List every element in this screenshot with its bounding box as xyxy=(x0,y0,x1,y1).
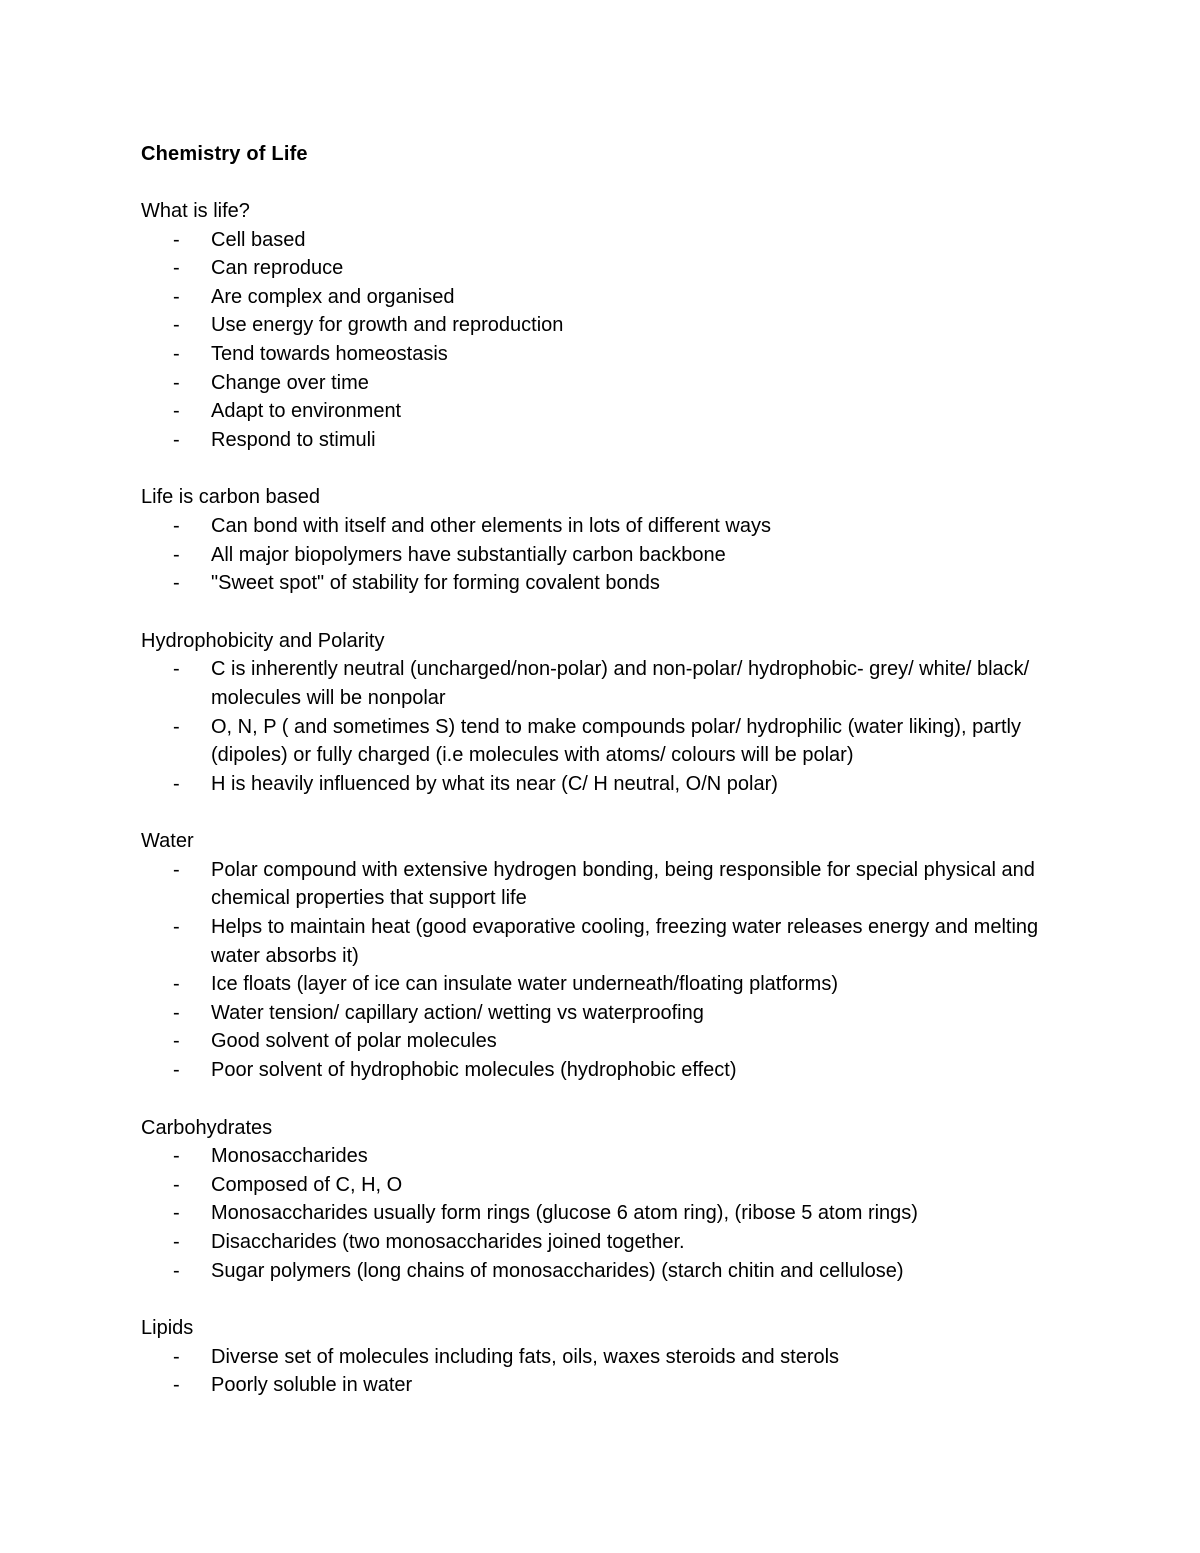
list-item-text: Helps to maintain heat (good evaporative cooling, freezing water releases energy and melting water absorbs it) xyxy=(211,916,1039,967)
list-item xyxy=(141,713,1071,770)
list-item-text: Can reproduce xyxy=(211,257,344,280)
section xyxy=(141,1114,1071,1286)
dash-bullet-icon: - xyxy=(173,1202,180,1225)
section-heading: Carbohydrates xyxy=(141,1116,273,1139)
list-item-text: Cell based xyxy=(211,228,306,251)
list-item xyxy=(141,655,1071,712)
dash-bullet-icon: - xyxy=(173,1374,180,1397)
bullet-list xyxy=(141,226,1071,455)
document-page xyxy=(141,140,1071,1429)
list-item-text: C is inherently neutral (uncharged/non-polar) and non-polar/ hydrophobic- grey/ white/ black/ molecules will be nonpolar xyxy=(211,658,1030,709)
list-item-text: "Sweet spot" of stability for forming covalent bonds xyxy=(211,572,660,595)
section xyxy=(141,627,1071,799)
list-item xyxy=(141,856,1071,913)
dash-bullet-icon: - xyxy=(173,973,180,996)
dash-bullet-icon: - xyxy=(173,658,180,681)
list-item xyxy=(141,311,1071,340)
dash-bullet-icon: - xyxy=(173,1059,180,1082)
dash-bullet-icon: - xyxy=(173,715,180,738)
list-item xyxy=(141,1343,1071,1372)
section-heading: Water xyxy=(141,830,194,853)
dash-bullet-icon: - xyxy=(173,572,180,595)
section-heading: Hydrophobicity and Polarity xyxy=(141,629,385,652)
list-item-text: Respond to stimuli xyxy=(211,428,376,451)
list-item-text: Disaccharides (two monosaccharides joined together. xyxy=(211,1231,685,1253)
dash-bullet-icon: - xyxy=(173,1001,180,1024)
list-item xyxy=(141,1171,1071,1200)
dash-bullet-icon: - xyxy=(173,371,180,394)
list-item xyxy=(141,1142,1071,1171)
list-item xyxy=(141,970,1071,999)
list-item xyxy=(141,569,1071,598)
dash-bullet-icon: - xyxy=(173,1231,180,1253)
dash-bullet-icon: - xyxy=(173,772,180,795)
list-item-text: Diverse set of molecules including fats, oils, waxes steroids and sterols xyxy=(211,1345,840,1368)
dash-bullet-icon: - xyxy=(173,342,180,365)
dash-bullet-icon: - xyxy=(173,228,180,251)
list-item-text: Monosaccharides xyxy=(211,1145,368,1168)
list-item-text: Good solvent of polar molecules xyxy=(211,1030,497,1053)
list-item xyxy=(141,1228,1071,1257)
list-item xyxy=(141,512,1071,541)
list-item xyxy=(141,340,1071,369)
bullet-list xyxy=(141,1142,1071,1285)
bullet-list xyxy=(141,856,1071,1085)
list-item-text: All major biopolymers have substantially carbon backbone xyxy=(211,543,726,566)
dash-bullet-icon: - xyxy=(173,858,180,881)
dash-bullet-icon: - xyxy=(173,314,180,337)
section xyxy=(141,827,1071,1084)
dash-bullet-icon: - xyxy=(173,916,180,939)
list-item xyxy=(141,369,1071,398)
list-item xyxy=(141,426,1071,455)
bullet-list xyxy=(141,1343,1071,1400)
list-item-text: O, N, P ( and sometimes S) tend to make compounds polar/ hydrophilic (water liking), partly (dipoles) or fully charged (i.e molecules with atoms/ colours will be polar) xyxy=(211,715,1021,767)
list-item-text: Tend towards homeostasis xyxy=(211,342,448,365)
list-item xyxy=(141,1199,1071,1228)
list-item xyxy=(141,254,1071,283)
dash-bullet-icon: - xyxy=(173,1145,180,1168)
list-item xyxy=(141,1056,1071,1085)
dash-bullet-icon: - xyxy=(173,1030,180,1053)
dash-bullet-icon: - xyxy=(173,514,180,537)
dash-bullet-icon: - xyxy=(173,285,180,308)
dash-bullet-icon: - xyxy=(173,257,180,280)
list-item-text: Composed of C, H, O xyxy=(211,1173,403,1196)
list-item-text: Change over time xyxy=(211,371,369,394)
list-item xyxy=(141,913,1071,970)
list-item-text: Poor solvent of hydrophobic molecules (hydrophobic effect) xyxy=(211,1059,737,1082)
dash-bullet-icon: - xyxy=(173,1173,180,1196)
list-item xyxy=(141,283,1071,312)
list-item-text: Adapt to environment xyxy=(211,400,402,423)
bullet-list xyxy=(141,512,1071,598)
bullet-list xyxy=(141,655,1071,798)
list-item-text: Monosaccharides usually form rings (glucose 6 atom ring), (ribose 5 atom rings) xyxy=(211,1202,918,1225)
list-item xyxy=(141,999,1071,1028)
list-item xyxy=(141,1027,1071,1056)
dash-bullet-icon: - xyxy=(173,428,180,451)
section xyxy=(141,1314,1071,1400)
dash-bullet-icon: - xyxy=(173,543,180,566)
dash-bullet-icon: - xyxy=(173,400,180,423)
list-item xyxy=(141,1257,1071,1286)
dash-bullet-icon: - xyxy=(173,1345,180,1368)
list-item xyxy=(141,541,1071,570)
list-item-text: H is heavily influenced by what its near (C/ H neutral, O/N polar) xyxy=(211,772,778,795)
section xyxy=(141,483,1071,597)
list-item xyxy=(141,397,1071,426)
section xyxy=(141,197,1071,454)
list-item xyxy=(141,770,1071,799)
list-item-text: Sugar polymers (long chains of monosaccharides) (starch chitin and cellulose) xyxy=(211,1259,904,1282)
list-item-text: Use energy for growth and reproduction xyxy=(211,314,564,337)
list-item-text: Poorly soluble in water xyxy=(211,1374,413,1397)
list-item-text: Water tension/ capillary action/ wetting vs waterproofing xyxy=(211,1001,704,1024)
list-item xyxy=(141,226,1071,255)
document-title: Chemistry of Life xyxy=(141,143,308,165)
list-item-text: Are complex and organised xyxy=(211,285,455,308)
list-item-text: Polar compound with extensive hydrogen bonding, being responsible for special physical and chemical properties that support life xyxy=(211,858,1035,910)
sections-container xyxy=(141,197,1071,1400)
list-item-text: Can bond with itself and other elements in lots of different ways xyxy=(211,514,771,537)
section-heading: Life is carbon based xyxy=(141,486,321,509)
section-heading: Lipids xyxy=(141,1317,194,1340)
list-item-text: Ice floats (layer of ice can insulate water underneath/floating platforms) xyxy=(211,973,838,996)
dash-bullet-icon: - xyxy=(173,1259,180,1282)
list-item xyxy=(141,1371,1071,1400)
section-heading: What is life? xyxy=(141,200,250,222)
